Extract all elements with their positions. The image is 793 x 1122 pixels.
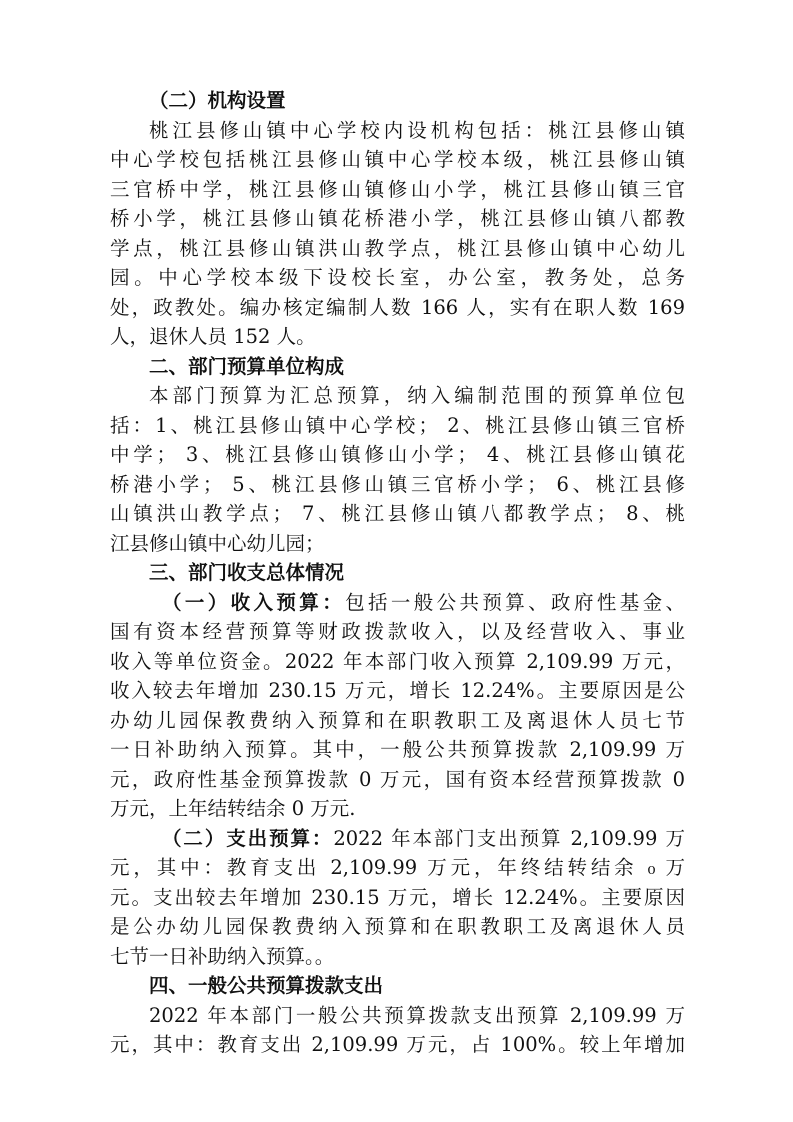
expense-label: （二）支出预算： [162, 826, 334, 850]
paragraph-line: 三官桥中学，桃江县修山镇修山小学，桃江县修山镇三官 [110, 177, 685, 201]
income-first-text: 包括一般公共预算、政府性基金、 [345, 590, 685, 614]
paragraph-line: 一日补助纳入预算。其中，一般公共预算拨款 2,109.99 万 [110, 738, 685, 761]
paragraph-line: 学点，桃江县修山镇洪山教学点，桃江县修山镇中心幼儿 [110, 236, 685, 260]
paragraph-line: 国有资本经营预算等财政拨款收入，以及经营收入、事业 [110, 620, 685, 643]
expense-first-text: 2022 年本部门支出预算 2,109.99 万 [333, 826, 685, 850]
heading-org: （二）机构设置 [149, 89, 286, 112]
paragraph-line: 收入较去年增加 230.15 万元，增长 12.24%。主要原因是公 [110, 679, 685, 702]
paragraph-line: 元。支出较去年增加 230.15 万元，增长 12.24%。主要原因 [110, 885, 685, 909]
paragraph-line: 处，政教处。编办核定编制人数 166 人，实有在职人数 169 [110, 295, 685, 319]
paragraph-line: 2022 年本部门一般公共预算拨款支出预算 2,109.99 万 [149, 1003, 685, 1027]
paragraph-line: 办幼儿园保教费纳入预算和在职教职工及离退休人员七节 [110, 708, 685, 732]
expense-first-line [110, 824, 685, 854]
paragraph-line: 元，其中：教育支出 2,109.99 万元，年终结转结余 ₀ 万 [110, 856, 685, 879]
paragraph-line: 中学； 3、桃江县修山镇修山小学； 4、桃江县修山镇花 [110, 443, 685, 466]
paragraph-line: 人，退休人员 152 人。 [110, 325, 316, 348]
paragraph-line: 元，政府性基金预算拨款 0 万元，国有资本经营预算拨款 0 [110, 767, 685, 791]
heading-overview: 三、部门收支总体情况 [149, 561, 345, 584]
paragraph-line: 本部门预算为汇总预算，纳入编制范围的预算单位包 [149, 384, 685, 407]
paragraph-line: 桥港小学； 5、桃江县修山镇三官桥小学； 6、桃江县修 [110, 472, 685, 496]
paragraph-line: 江县修山镇中心幼儿园； [110, 531, 325, 555]
paragraph-line: 收入等单位资金。2022 年本部门收入预算 2,109.99 万元， [110, 649, 685, 673]
paragraph-line: 中心学校包括桃江县修山镇中心学校本级，桃江县修山镇 [110, 148, 685, 171]
paragraph-line: 是公办幼儿园保教费纳入预算和在职教职工及离退休人员 [110, 915, 685, 938]
paragraph-line: 万元，上年结转结余 0 万元. [110, 797, 356, 820]
income-label: （一）收入预算： [162, 590, 346, 614]
paragraph-line: 元，其中：教育支出 2,109.99 万元，占 100%。较上年增加 [110, 1033, 685, 1056]
income-first-line [110, 588, 685, 618]
paragraph-line: 括：1、桃江县修山镇中心学校； 2、桃江县修山镇三官桥 [110, 413, 685, 437]
paragraph-line: 七节一日补助纳入预算。。 [110, 944, 335, 968]
document-page [110, 86, 685, 1060]
paragraph-line: 桥小学，桃江县修山镇花桥港小学，桃江县修山镇八都教 [110, 207, 685, 230]
heading-general: 四、一般公共预算拨款支出 [149, 974, 384, 997]
paragraph-line: 桃江县修山镇中心学校内设机构包括：桃江县修山镇 [149, 118, 685, 142]
paragraph-line: 园。中心学校本级下设校长室，办公室，教务处，总务 [110, 266, 685, 289]
paragraph-line: 山镇洪山教学点； 7、桃江县修山镇八都教学点； 8、桃 [110, 502, 685, 525]
heading-units: 二、部门预算单位构成 [149, 354, 345, 378]
